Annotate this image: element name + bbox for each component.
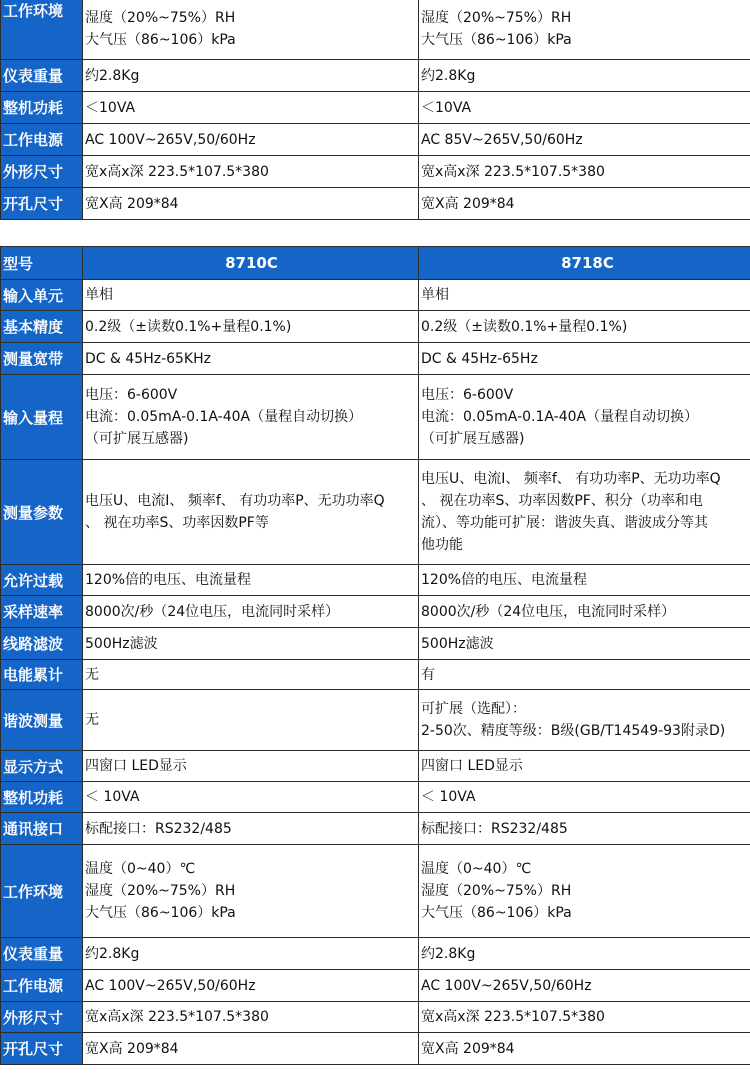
spec-value-col1: 电压：6-600V 电流：0.05mA-0.1A-40A（量程自动切换） （可扩展互感器) <box>83 375 419 460</box>
row-label: 基本精度 <box>1 311 83 343</box>
spec-value-col2: 标配接口：RS232/485 <box>419 813 750 845</box>
row-label: 整机功耗 <box>1 782 83 813</box>
table-row <box>1 60 750 92</box>
table-row <box>1 813 750 845</box>
spec-value-col1: ＜ 10VA <box>83 782 419 813</box>
spec-value-col1: 0.2级（±读数0.1%+量程0.1%) <box>83 311 419 343</box>
header-model-8718c: 8718C <box>419 247 750 280</box>
spec-value-col2: ＜ 10VA <box>419 782 750 813</box>
spec-value-col1: 电压U、电流I、 频率f、 有功功率P、无功功率Q 、 视在功率S、功率因数PF等 <box>83 460 419 565</box>
table-header-row <box>1 247 750 280</box>
spec-value-col1: 无 <box>83 660 419 690</box>
table-row <box>1 938 750 970</box>
row-label: 仪表重量 <box>1 938 83 970</box>
spec-value-col1: AC 100V~265V,50/60Hz <box>83 124 419 156</box>
spec-value-col2: 温度（0~40）℃ 湿度（20%~75%）RH 大气压（86~106）kPa <box>419 845 750 938</box>
row-label: 通讯接口 <box>1 813 83 845</box>
spec-value-col2: 约2.8Kg <box>419 60 750 92</box>
table-row <box>1 124 750 156</box>
row-label: 输入单元 <box>1 280 83 311</box>
row-label: 电能累计 <box>1 660 83 690</box>
spec-value-col1: 温度（0~40）℃ 湿度（20%~75%）RH 大气压（86~106）kPa <box>83 845 419 938</box>
table-row <box>1 375 750 460</box>
header-label-model: 型号 <box>1 247 83 280</box>
spec-value-col2: 宽X高 209*84 <box>419 188 750 220</box>
table-row <box>1 0 750 60</box>
spec-value-col2: 单相 <box>419 280 750 311</box>
table-row <box>1 280 750 311</box>
table-row <box>1 628 750 660</box>
table-row <box>1 311 750 343</box>
spec-value-col1: AC 100V~265V,50/60Hz <box>83 970 419 1002</box>
row-label: 输入量程 <box>1 375 83 460</box>
row-label: 开孔尺寸 <box>1 1033 83 1065</box>
spec-value-col1: 500Hz滤波 <box>83 628 419 660</box>
spec-value-col2: AC 85V~265V,50/60Hz <box>419 124 750 156</box>
spec-value-col2: 四窗口 LED显示 <box>419 751 750 782</box>
spec-value-col1: ＜10VA <box>83 92 419 124</box>
row-label: 外形尺寸 <box>1 1002 83 1033</box>
spec-value-col1: 宽X高 209*84 <box>83 1033 419 1065</box>
spec-value-col1: 湿度（20%~75%）RH 大气压（86~106）kPa <box>83 0 419 60</box>
spec-value-col2: DC & 45Hz-65Hz <box>419 343 750 375</box>
table-row <box>1 751 750 782</box>
spec-value-col2: 可扩展（选配）： 2-50次、精度等级：B级(GB/T14549-93附录D) <box>419 690 750 751</box>
table-row <box>1 970 750 1002</box>
table-row <box>1 1033 750 1065</box>
header-model-8710c: 8710C <box>83 247 419 280</box>
row-label: 测量宽带 <box>1 343 83 375</box>
spec-value-col1: 约2.8Kg <box>83 938 419 970</box>
spec-value-col1: 宽x高x深 223.5*107.5*380 <box>83 156 419 188</box>
row-label: 外形尺寸 <box>1 156 83 188</box>
row-label: 工作电源 <box>1 124 83 156</box>
table-row <box>1 460 750 565</box>
row-label: 线路滤波 <box>1 628 83 660</box>
row-label: 仪表重量 <box>1 60 83 92</box>
spec-value-col1: 无 <box>83 690 419 751</box>
row-label: 开孔尺寸 <box>1 188 83 220</box>
row-label: 测量参数 <box>1 460 83 565</box>
spec-value-col2: ＜10VA <box>419 92 750 124</box>
table-row <box>1 92 750 124</box>
row-label: 显示方式 <box>1 751 83 782</box>
spec-value-col1: 单相 <box>83 280 419 311</box>
spec-value-col2: 500Hz滤波 <box>419 628 750 660</box>
spec-value-col1: 宽x高x深 223.5*107.5*380 <box>83 1002 419 1033</box>
spec-value-col1: 标配接口：RS232/485 <box>83 813 419 845</box>
row-label: 采样速率 <box>1 596 83 628</box>
spec-value-col2: 0.2级（±读数0.1%+量程0.1%) <box>419 311 750 343</box>
table-row <box>1 690 750 751</box>
table-row <box>1 1002 750 1033</box>
row-label: 整机功耗 <box>1 92 83 124</box>
row-label: 工作电源 <box>1 970 83 1002</box>
table-row <box>1 660 750 690</box>
spec-value-col2: 有 <box>419 660 750 690</box>
spec-value-col1: DC & 45Hz-65KHz <box>83 343 419 375</box>
table-row <box>1 845 750 938</box>
spec-value-col2: 宽x高x深 223.5*107.5*380 <box>419 156 750 188</box>
spec-value-col1: 宽X高 209*84 <box>83 188 419 220</box>
spec-value-col2: 约2.8Kg <box>419 938 750 970</box>
table-row <box>1 782 750 813</box>
spec-value-col2: 电压：6-600V 电流：0.05mA-0.1A-40A（量程自动切换） （可扩展互感器) <box>419 375 750 460</box>
spec-value-col2: 湿度（20%~75%）RH 大气压（86~106）kPa <box>419 0 750 60</box>
table-row <box>1 188 750 220</box>
spec-value-col1: 120%倍的电压、电流量程 <box>83 565 419 596</box>
table-row <box>1 596 750 628</box>
row-label: 工作环境 <box>1 845 83 938</box>
spec-value-col2: 宽x高x深 223.5*107.5*380 <box>419 1002 750 1033</box>
row-label: 允许过载 <box>1 565 83 596</box>
spec-value-col2: 120%倍的电压、电流量程 <box>419 565 750 596</box>
spec-table-8710c-8718c <box>0 246 750 1065</box>
spec-value-col2: 宽X高 209*84 <box>419 1033 750 1065</box>
spec-table-previous <box>0 0 750 220</box>
row-label: 谐波测量 <box>1 690 83 751</box>
row-label: 工作环境 <box>1 0 83 60</box>
spec-value-col2: 8000次/秒（24位电压，电流同时采样） <box>419 596 750 628</box>
spec-value-col2: 电压U、电流I、 频率f、 有功功率P、无功功率Q 、 视在功率S、功率因数PF、积分（功率和电 流）、等功能可扩展：谐波失真、谐波成分等其 他功能 <box>419 460 750 565</box>
spec-value-col2: AC 100V~265V,50/60Hz <box>419 970 750 1002</box>
table-row <box>1 565 750 596</box>
table-row <box>1 156 750 188</box>
spec-value-col1: 四窗口 LED显示 <box>83 751 419 782</box>
spec-value-col1: 8000次/秒（24位电压，电流同时采样） <box>83 596 419 628</box>
spec-value-col1: 约2.8Kg <box>83 60 419 92</box>
table-row <box>1 343 750 375</box>
